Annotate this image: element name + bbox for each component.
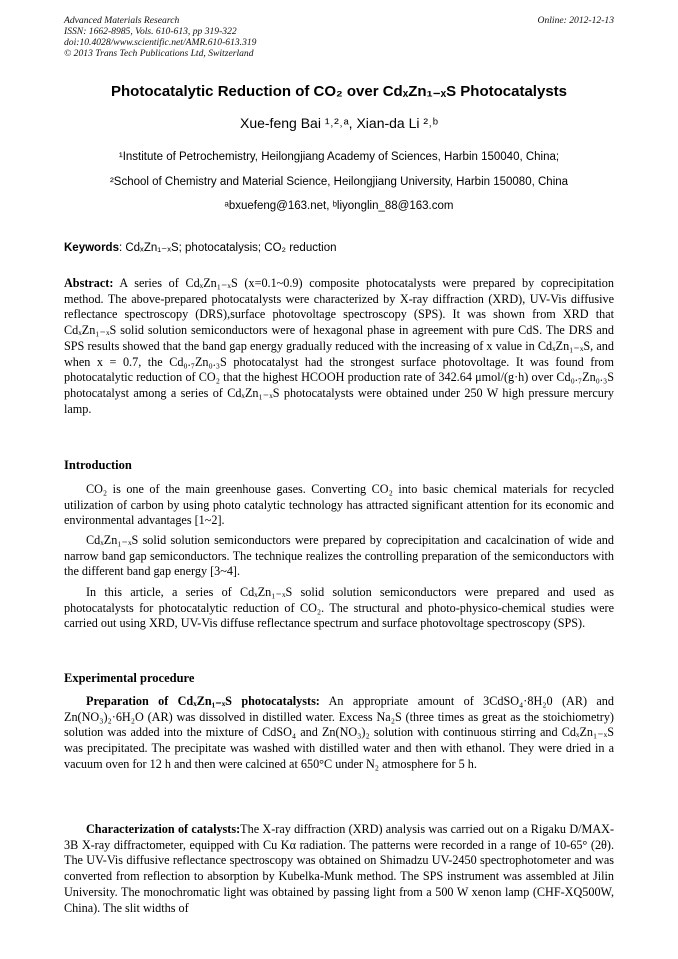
characterization-text: The X-ray diffraction (XRD) analysis was carried out on a Rigaku D/MAX-3B X-ray diffractometer, equipped with Cu Kα radiation. The patterns were recorded in a range of 10-65° (2θ). The UV-Vis diffusive reflectance spectroscopy was obtained on Shimadzu UV-2450 spectrophotometer and was converted from reflection to absorption by Kubelka-Munk method. The SPS instrument was assembled at Jilin University. The monochromatic light was obtained by passing light from a 500 W xenon lamp (CHF-XQ500W, China). The slit widths of [64,822,615,915]
abstract-text: A series of CdₓZn₁₋ₓS (x=0.1~0.9) composite photocatalysts were prepared by coprecipitation method. The above-prepared photocatalysts were characterized by X-ray diffraction (XRD), UV-Vis diffusive reflectance spectroscopy (DRS),surface photovoltage spectroscopy (SPS). It was shown from XRD that CdₓZn₁₋ₓS solid solution semiconductors were of hexagonal phase in agreement with pure CdS. The DRS and SPS results showed that the band gap energy gradually reduced with the increasing of x value in CdₓZn₁₋ₓS, and when x = 0.7, the Cd₀.₇Zn₀.₃S photocatalyst had the strongest surface photovoltage. It was found from photocatalytic reduction of CO₂ that the highest HCOOH production rate of 342.64 μmol/(g·h) over Cd₀.₇Zn₀.₃S photocatalyst among a series of CdₓZn₁₋ₓS photocatalysts were obtained under 250 W high pressure mercury lamp. [64,276,614,416]
keywords-label: Keywords [64,242,119,254]
journal-issn: ISSN: 1662-8985, Vols. 610-613, pp 319-322 [64,26,237,37]
affiliation-2: ²School of Chemistry and Material Science, Heilongjiang University, Harbin 150080, China [109,176,569,188]
intro-paragraph-3: In this article, a series of CdₓZn₁₋ₓS solid solution semiconductors were prepared and used as photocatalysts for photocatalytic reduction of CO₂. The structural and photo-physico-chemical studies were carried out using XRD, UV-Vis diffuse reflectance spectrum and surface photovoltage spectroscopy (SPS). [64,585,614,631]
preparation-label: Preparation of CdₓZn₁₋ₓS photocatalysts: [86,694,320,708]
journal-doi: doi:10.4028/www.scientific.net/AMR.610-613.319 [64,37,257,48]
intro-paragraph-2: CdₓZn₁₋ₓS solid solution semiconductors were prepared by coprecipitation and cacalcination of wide and narrow band gap semiconductors. The technique realizes the controlling preparation of the semiconductors with the different band gap energy [3~4]. [64,533,614,579]
characterization-label: Characterization of catalysts: [86,822,241,836]
online-date: Online: 2012-12-13 [537,15,614,26]
affiliation-1: ¹Institute of Petrochemistry, Heilongjiang Academy of Sciences, Harbin 150040, China; [118,151,560,163]
characterization-paragraph [64,822,614,916]
preparation-paragraph [64,694,614,773]
paper-authors: Xue-feng Bai ¹˒²˒ᵃ, Xian-da Li ²˒ᵇ [239,115,438,131]
journal-name: Advanced Materials Research [64,15,180,26]
author-emails: ᵃbxuefeng@163.net, ᵇliyonglin_88@163.com [224,200,454,212]
preparation-text: An appropriate amount of 3CdSO₄·8H₂0 (AR) and Zn(NO₃)₂·6H₂O (AR) was dissolved in distilled water. Excess Na₂S (three times as great as the stoichiometry) solution was added into the mixture of CdSO₄ and Zn(NO₃)₂ solution with continuous stirring and CdₓZn₁₋ₓS was precipitated. The precipitate was washed with distilled water and then with ethanol. They were dried in a vacuum oven for 12 h and then were calcined at 650°C under N₂ atmosphere for 5 h. [64,694,614,771]
paper-title: Photocatalytic Reduction of CO₂ over CdₓZn₁₋ₓS Photocatalysts [111,83,567,100]
abstract [64,276,614,417]
introduction-heading: Introduction [64,458,132,472]
journal-header [64,15,256,59]
keywords [64,240,337,254]
abstract-label: Abstract: [64,276,114,290]
journal-copyright: © 2013 Trans Tech Publications Ltd, Switzerland [64,48,254,59]
experimental-heading: Experimental procedure [64,671,195,685]
keywords-text: : CdₓZn₁₋ₓS; photocatalysis; CO₂ reduction [118,242,337,254]
intro-paragraph-1: CO₂ is one of the main greenhouse gases. Converting CO₂ into basic chemical materials for recycled utilization of carbon by using photo catalytic technology has attracted significant attention for its economic and environmental advantages [1~2]. [64,482,614,528]
